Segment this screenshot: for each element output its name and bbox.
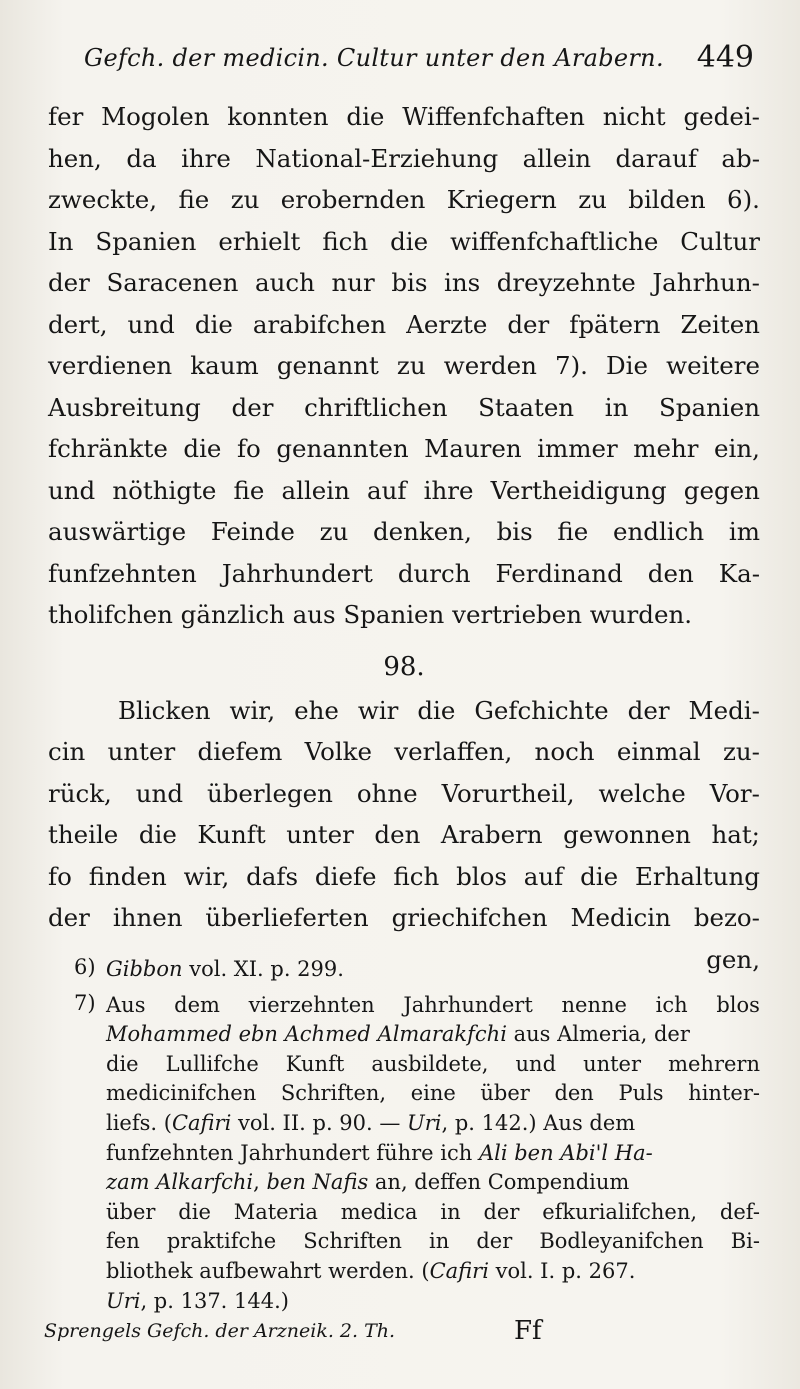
footnote-text: liefs. ( <box>106 1110 172 1135</box>
footnote-author: Cafiri <box>429 1258 489 1283</box>
footnote-author: Uri <box>407 1110 442 1135</box>
book-signature: Sprengels Gefch. der Arzneik. 2. Th. <box>44 1320 396 1342</box>
footnote-text: bliothek aufbewahrt werden. ( <box>106 1258 430 1283</box>
text-line: rück, und überlegen ohne Vorurtheil, welche Vor- <box>48 778 760 808</box>
footnote-text: an, deffen Compendium <box>368 1170 630 1195</box>
text-line: auswärtige Feinde zu denken, bis fie endlich im <box>48 517 760 546</box>
footnote-text: , p. 142.) Aus dem <box>441 1110 636 1135</box>
footnote-text: vol. I. p. 267. <box>488 1258 636 1283</box>
footnote-line <box>106 1139 760 1169</box>
footnote-line <box>106 955 760 985</box>
footnote-text: , p. 137. 144.) <box>140 1288 289 1313</box>
text-line: der ihnen überlieferten griechifchen Medicin bezo- <box>48 903 760 932</box>
signature-mark: Ff <box>514 1316 542 1346</box>
page-number: 449 <box>696 40 754 75</box>
page-header <box>72 34 762 94</box>
footnote-line <box>106 1168 760 1198</box>
page-footer <box>44 1316 756 1352</box>
text-line: fer Mogolen konnten die Wiffenfchaften nicht gedei- <box>48 102 760 131</box>
footnote-line <box>106 1109 760 1139</box>
text-line: In Spanien erhielt fich die wiffenfchaftliche Cultur <box>48 226 760 256</box>
paragraph-1 <box>48 96 760 636</box>
footnote-line: über die Materia medica in der efkurialifchen, def- <box>106 1199 760 1224</box>
text-line: hen, da ihre National-Erziehung allein darauf ab- <box>48 143 760 173</box>
footnote-line: Aus dem vierzehnten Jahrhundert nenne ich blos <box>106 992 760 1017</box>
footnote-line <box>106 1020 760 1050</box>
text-line: Ausbreitung der chriftlichen Staaten in Spanien <box>48 392 760 422</box>
footnote-text: vol. XI. p. 299. <box>182 957 344 981</box>
text-line: Blicken wir, ehe wir die Gefchichte der Medi- <box>118 695 760 725</box>
text-line: der Saracenen auch nur bis ins dreyzehnte Jahrhun- <box>48 268 760 297</box>
paragraph-2 <box>48 690 760 981</box>
text-line: zweckte, fie zu erobernden Kriegern zu bilden 6). <box>48 185 760 214</box>
footnote-line: medicinifchen Schriften, eine über den Puls hinter- <box>106 1081 760 1106</box>
footnote-author: Uri <box>106 1288 141 1313</box>
text-line: fchränkte die fo genannten Mauren immer mehr ein, <box>48 434 760 463</box>
footnote-7 <box>72 991 760 1317</box>
footnote-author: Gibbon <box>106 957 183 981</box>
text-line: funfzehnten Jahrhundert durch Ferdinand den Ka- <box>48 558 760 588</box>
text-line: theile die Kunft unter den Arabern gewonnen hat; <box>48 820 760 849</box>
footnote-author: Mohammed ebn Achmed Almarakfchi <box>106 1022 507 1047</box>
text-line: cin unter diefem Volke verlaffen, noch einmal zu- <box>48 737 760 766</box>
footnote-line <box>106 1287 760 1317</box>
text-line: fo finden wir, dafs diefe fich blos auf die Erhaltung <box>48 861 760 891</box>
footnote-6 <box>72 955 760 985</box>
footnote-author: ben Nafis <box>266 1170 369 1195</box>
footnote-author: Cafiri <box>171 1110 232 1135</box>
text-line: verdienen kaum genannt zu werden 7). Die weitere <box>48 351 760 380</box>
text-line: dert, und die arabifchen Aerzte der fpätern Zeiten <box>48 309 760 339</box>
footnote-number: 6) <box>74 955 96 979</box>
footnote-author: zam Alkarfchi <box>106 1170 254 1195</box>
section-number: 98. <box>383 651 425 682</box>
text-line: tholifchen gänzlich aus Spanien vertrieben wurden. <box>48 600 693 629</box>
text-line: gen, <box>706 944 760 974</box>
footnote-number: 7) <box>74 990 96 1015</box>
footnotes <box>72 955 760 1322</box>
footnote-line: die Lullifche Kunft ausbildete, und unter mehrern <box>106 1051 760 1076</box>
running-head: Gefch. der medicin. Cultur unter den Arabern. <box>84 44 664 72</box>
footnote-author: Ali ben Abi'l Ha- <box>478 1140 653 1165</box>
main-text <box>48 96 760 980</box>
footnote-text: funfzehnten Jahrhundert führe ich <box>106 1140 479 1165</box>
footnote-line: fen praktifche Schriften in der Bodleyanifchen Bi- <box>106 1229 760 1254</box>
footnote-line <box>106 1257 760 1287</box>
footnote-text: vol. II. p. 90. — <box>231 1110 408 1135</box>
footnote-text: , <box>253 1170 267 1195</box>
footnote-text: aus Almeria, der <box>506 1022 690 1047</box>
text-line: und nöthigte fie allein auf ihre Vertheidigung gegen <box>48 475 760 505</box>
